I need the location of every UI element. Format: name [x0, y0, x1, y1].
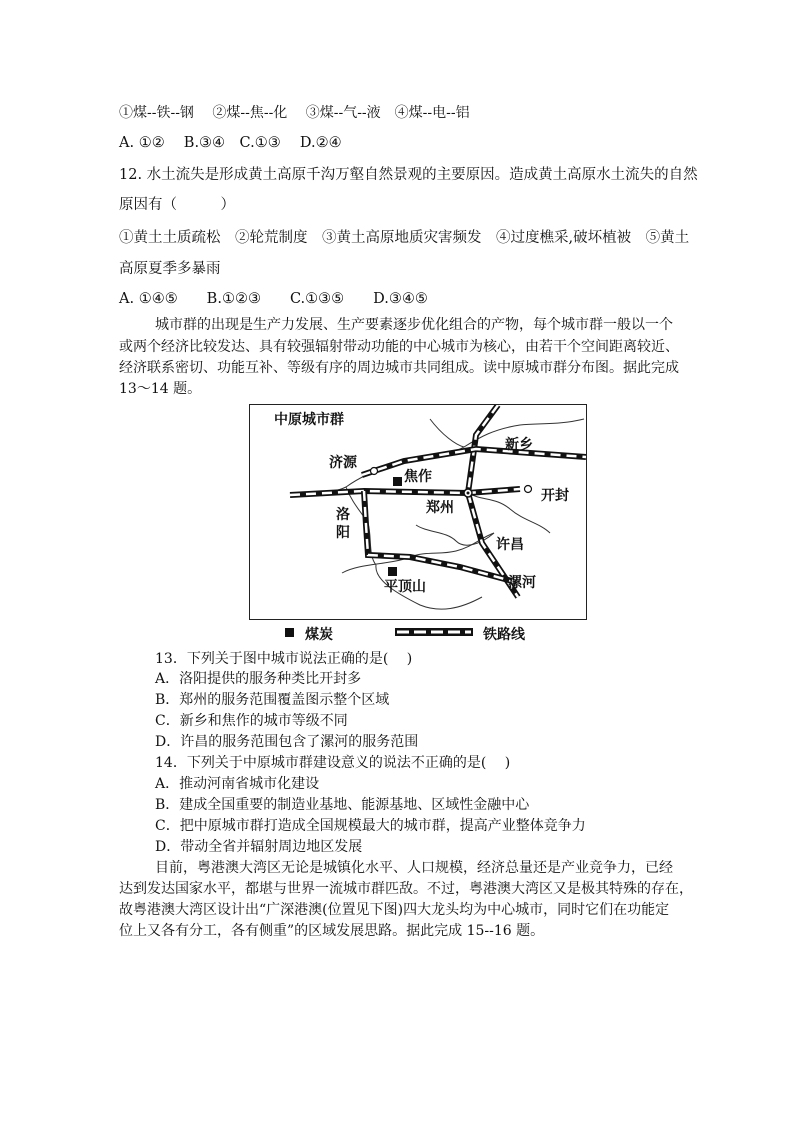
jiyuan-marker	[371, 468, 378, 475]
label-luo: 洛	[336, 507, 350, 523]
q13-option-d: D．许昌的服务范围包含了漯河的服务范围	[155, 734, 419, 750]
passage2-line4: 位上又各有分工，各有侧重”的区域发展思路。据此完成 15--16 题。	[119, 923, 545, 939]
q13-option-c: C．新乡和焦作的城市等级不同	[155, 713, 348, 729]
q12-options-line1: ①黄土土质疏松 ②轮荒制度 ③黄土高原地质灾害频发 ④过度樵采,破坏植被 ⑤黄土	[119, 230, 690, 246]
q14-option-a: A．推动河南省城市化建设	[155, 776, 320, 792]
passage2-line3: 故粤港澳大湾区设计出“广深港澳(位置见下图)四大龙头均为中心城市，同时它们在功能定	[119, 902, 670, 918]
passage1-line1: 城市群的出现是生产力发展、生产要素逐步优化组合的产物，每个城市群一般以一个	[155, 317, 673, 333]
map-title: 中原城市群	[274, 412, 344, 428]
label-pingdingshan: 平顶山	[384, 579, 426, 595]
q14-option-b: B．建成全国重要的制造业基地、能源基地、区域性金融中心	[155, 797, 530, 813]
label-kaifeng: 开封	[541, 488, 569, 504]
q13-option-a: A．洛阳提供的服务种类比开封多	[155, 671, 362, 687]
label-zhengzhou: 郑州	[426, 500, 454, 516]
map-drawing	[250, 405, 586, 619]
passage1-line3: 经济联系密切、功能互补、等级有序的周边城市共同组成。读中原城市群分布图。据此完成	[119, 360, 679, 376]
map-legend	[285, 624, 585, 642]
label-jiaozuo: 焦作	[404, 469, 432, 485]
railway-legend-icon	[395, 627, 473, 637]
coal-legend-icon	[285, 628, 294, 637]
q14-stem: 14．下列关于中原城市群建设意义的说法不正确的是( )	[155, 755, 511, 771]
label-xinxiang: 新乡	[505, 437, 533, 453]
label-yang: 阳	[336, 525, 350, 541]
q13-option-b: B．郑州的服务范围覆盖图示整个区域	[155, 692, 390, 708]
label-luohe: 漯河	[508, 575, 536, 591]
q12-stem-line1: 12. 水土流失是形成黄土高原千沟万壑自然景观的主要原因。造成黄土高原水土流失的自然	[119, 167, 698, 183]
label-xuchang: 许昌	[496, 537, 524, 553]
railway-legend-label: 铁路线	[483, 627, 525, 643]
pingdingshan-coal-marker	[388, 567, 397, 576]
q14-option-c: C．把中原城市群打造成全国规模最大的城市群，提高产业整体竞争力	[155, 818, 586, 834]
q12-answers: A. ①④⑤ B.①②③ C.①③⑤ D.③④⑤	[119, 291, 428, 307]
kaifeng-marker	[525, 486, 532, 493]
q11-options: ①煤--铁--钢 ②煤--焦--化 ③煤--气--液 ④煤--电--铝	[119, 105, 470, 121]
passage1-line4: 13～14 题。	[119, 381, 202, 397]
q11-answers: A. ①② B.③④ C.①③ D.②④	[119, 135, 342, 151]
q12-stem-line2: 原因有（ ）	[119, 197, 235, 213]
coal-legend-label: 煤炭	[305, 627, 333, 643]
zhongyuan-city-group-map	[249, 404, 587, 620]
q13-stem: 13．下列关于图中城市说法正确的是( )	[155, 651, 413, 667]
passage2-line2: 达到发达国家水平，都堪与世界一流城市群匹敌。不过，粤港澳大湾区又是极其特殊的存在，	[119, 881, 693, 897]
jiaozuo-coal-marker	[393, 477, 402, 486]
passage2-line1: 目前，粤港澳大湾区无论是城镇化水平、人口规模，经济总量还是产业竞争力，已经	[155, 860, 673, 876]
passage1-line2: 或两个经济比较发达、具有较强辐射带动功能的中心城市为核心，由若干个空间距离较近、	[119, 339, 679, 355]
boundary-xinxiang	[430, 419, 464, 447]
q12-options-line2: 高原夏季多暴雨	[119, 261, 221, 277]
label-jiyuan: 济源	[329, 455, 357, 471]
q14-option-d: D．带动全省并辐射周边地区发展	[155, 839, 363, 855]
